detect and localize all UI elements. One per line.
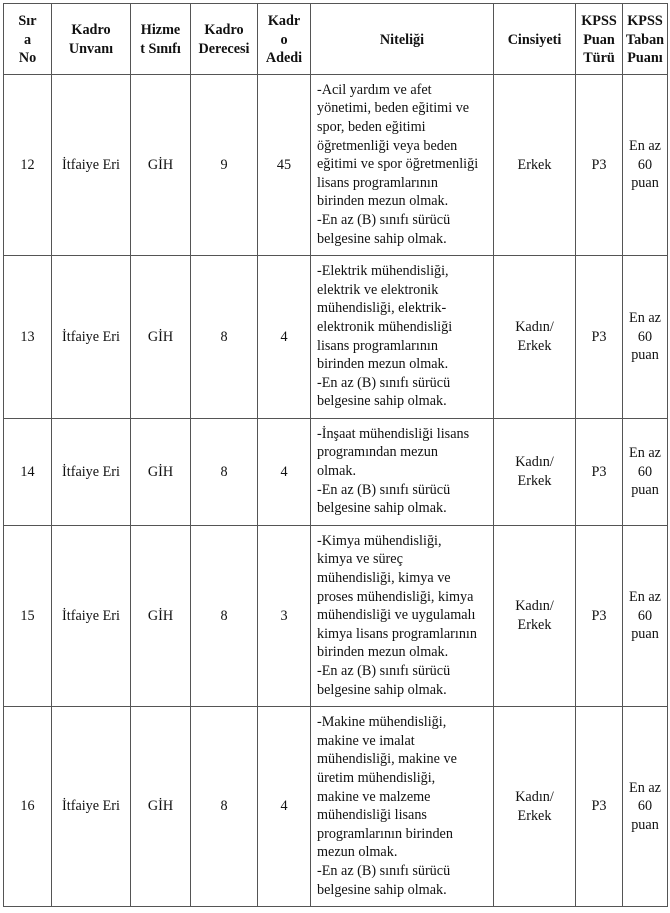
header-niteligi — [311, 4, 494, 75]
cell-hizmet-sinifi: GİH — [131, 418, 191, 525]
header-line: a — [23, 31, 32, 48]
cell-niteligi-line: belgesine sahip olmak. — [317, 500, 447, 517]
cell-niteligi-line: belgesine sahip olmak. — [317, 393, 447, 410]
cell-taban-puani — [623, 525, 668, 706]
cell-taban-puani-line: puan — [631, 626, 659, 643]
cell-niteligi — [311, 418, 494, 525]
cell-cinsiyeti — [494, 256, 576, 419]
header-kpss-taban-puani — [623, 4, 668, 75]
cell-niteligi-line: olmak. — [317, 463, 357, 480]
cell-kadro-derecesi: 9 — [191, 74, 258, 255]
header-line: o — [280, 31, 288, 48]
header-kadro-derecesi — [191, 4, 258, 75]
cell-cinsiyeti — [494, 74, 576, 255]
cell-cinsiyeti-line: Erkek — [517, 338, 552, 354]
cell-niteligi-line: programından mezun — [317, 444, 438, 461]
cell-niteligi-line: kimya ve süreç — [317, 551, 403, 568]
cell-cinsiyeti-line: Kadın/ — [515, 319, 554, 336]
cell-niteligi-line: mühendisliği, elektrik- — [317, 300, 447, 317]
cell-niteligi-line: -En az (B) sınıfı sürücü — [317, 211, 451, 228]
cell-taban-puani-line: puan — [631, 347, 659, 364]
header-line: Türü — [583, 50, 615, 67]
cell-sira-no: 16 — [4, 707, 52, 907]
header-line: Unvanı — [68, 40, 114, 57]
cell-kadro-adedi: 4 — [258, 707, 311, 907]
kadro-table — [3, 3, 668, 907]
cell-niteligi-line: elektronik mühendisliği — [317, 318, 453, 335]
header-line: Adedi — [265, 50, 303, 67]
cell-cinsiyeti-line: Kadın/ — [515, 598, 554, 615]
cell-niteligi-line: birinden mezun olmak. — [317, 193, 449, 210]
cell-puan-turu: P3 — [576, 418, 623, 525]
cell-niteligi-line: mühendisliği, makine ve — [317, 751, 457, 768]
cell-niteligi-line: spor, beden eğitimi — [317, 118, 426, 135]
cell-cinsiyeti — [494, 525, 576, 706]
table-row — [4, 525, 668, 706]
header-line: Puan — [583, 31, 615, 48]
cell-kadro-adedi: 3 — [258, 525, 311, 706]
cell-puan-turu: P3 — [576, 74, 623, 255]
header-kadro-adedi — [258, 4, 311, 75]
header-kadro-unvani — [52, 4, 131, 75]
cell-taban-puani-line: En az — [629, 310, 661, 327]
cell-niteligi-line: -İnşaat mühendisliği lisans — [317, 425, 470, 442]
cell-niteligi-line: makine ve malzeme — [317, 788, 431, 805]
header-sira-no — [4, 4, 52, 75]
cell-kadro-unvani: İtfaiye Eri — [52, 418, 131, 525]
cell-niteligi-line: kimya lisans programlarının — [317, 625, 477, 642]
cell-niteligi-line: -Kimya mühendisliği, — [317, 532, 442, 549]
header-kpss-puan-turu — [576, 4, 623, 75]
cell-niteligi — [311, 74, 494, 255]
header-line: Hizme — [140, 22, 181, 39]
header-line: KPSS — [627, 13, 663, 29]
cell-niteligi-line: belgesine sahip olmak. — [317, 230, 447, 247]
cell-taban-puani-line: En az — [629, 779, 661, 796]
table-row — [4, 707, 668, 907]
cell-kadro-derecesi: 8 — [191, 525, 258, 706]
cell-taban-puani-line: En az — [629, 138, 661, 155]
cell-cinsiyeti-line: Erkek — [517, 617, 552, 634]
header-line: Niteliği — [379, 31, 425, 48]
cell-kadro-unvani: İtfaiye Eri — [52, 525, 131, 706]
header-line: Kadro — [71, 22, 111, 39]
cell-taban-puani-line: 60 — [637, 328, 653, 345]
header-hizmet-sinifi — [131, 4, 191, 75]
cell-puan-turu: P3 — [576, 525, 623, 706]
cell-niteligi-line: yönetimi, beden eğitimi ve — [317, 100, 470, 117]
header-line: t Sınıfı — [140, 40, 181, 57]
cell-niteligi-line: mühendisliği, kimya ve — [317, 570, 451, 587]
header-line: Puanı — [627, 50, 663, 67]
header-row — [4, 4, 668, 75]
cell-taban-puani-line: 60 — [637, 607, 653, 624]
cell-kadro-adedi: 4 — [258, 418, 311, 525]
cell-niteligi-line: lisans programlarının — [317, 337, 438, 354]
cell-sira-no: 13 — [4, 256, 52, 419]
cell-niteligi-line: öğretmenliği veya beden — [317, 137, 458, 154]
table-row — [4, 74, 668, 255]
cell-niteligi — [311, 256, 494, 419]
cell-niteligi-line: -Elektrik mühendisliği, — [317, 263, 449, 280]
cell-niteligi-line: -En az (B) sınıfı sürücü — [317, 481, 451, 498]
cell-sira-no: 12 — [4, 74, 52, 255]
table-row — [4, 256, 668, 419]
table-row — [4, 418, 668, 525]
cell-niteligi-line: mühendisliği lisans — [317, 807, 427, 824]
cell-taban-puani — [623, 418, 668, 525]
cell-cinsiyeti-line: Erkek — [517, 472, 552, 489]
cell-niteligi-line: mezun olmak. — [317, 844, 398, 861]
cell-niteligi-line: programlarının birinden — [317, 825, 453, 842]
cell-niteligi-line: -En az (B) sınıfı sürücü — [317, 862, 451, 879]
header-line: Taban — [625, 31, 665, 48]
cell-taban-puani — [623, 74, 668, 255]
cell-taban-puani-line: 60 — [637, 156, 653, 173]
cell-taban-puani-line: En az — [629, 444, 661, 461]
cell-taban-puani-line: En az — [629, 589, 661, 606]
cell-niteligi-line: -En az (B) sınıfı sürücü — [317, 663, 451, 679]
header-line: KPSS — [581, 13, 617, 29]
header-cinsiyeti — [494, 4, 576, 75]
cell-niteligi-line: -Makine mühendisliği, — [317, 714, 447, 731]
cell-niteligi-line: birinden mezun olmak. — [317, 644, 449, 661]
cell-puan-turu: P3 — [576, 256, 623, 419]
cell-cinsiyeti-line: Erkek — [517, 807, 552, 824]
cell-kadro-unvani: İtfaiye Eri — [52, 256, 131, 419]
header-line: Derecesi — [198, 40, 250, 57]
cell-puan-turu: P3 — [576, 707, 623, 907]
cell-taban-puani-line: 60 — [637, 798, 653, 815]
cell-cinsiyeti — [494, 418, 576, 525]
cell-kadro-unvani: İtfaiye Eri — [52, 74, 131, 255]
cell-sira-no: 14 — [4, 418, 52, 525]
cell-niteligi-line: belgesine sahip olmak. — [317, 681, 447, 698]
cell-niteligi-line: proses mühendisliği, kimya — [317, 588, 474, 605]
cell-niteligi — [311, 525, 494, 706]
cell-hizmet-sinifi: GİH — [131, 707, 191, 907]
cell-sira-no: 15 — [4, 525, 52, 706]
cell-kadro-derecesi: 8 — [191, 256, 258, 419]
cell-taban-puani-line: puan — [631, 816, 659, 833]
cell-niteligi-line: eğitimi ve spor öğretmenliği — [317, 156, 479, 173]
header-line: Cinsiyeti — [507, 31, 562, 48]
cell-kadro-adedi: 4 — [258, 256, 311, 419]
header-line: Kadro — [204, 22, 244, 39]
cell-niteligi — [311, 707, 494, 907]
header-line: Kadr — [267, 13, 301, 29]
cell-niteligi-line: üretim mühendisliği, — [317, 769, 436, 786]
cell-niteligi-line: -Acil yardım ve afet — [317, 81, 432, 98]
cell-cinsiyeti-line: Kadın/ — [515, 454, 554, 471]
cell-hizmet-sinifi: GİH — [131, 256, 191, 419]
cell-niteligi-line: elektrik ve elektronik — [317, 281, 439, 298]
cell-niteligi-line: -En az (B) sınıfı sürücü — [317, 374, 451, 391]
cell-taban-puani-line: puan — [631, 175, 659, 192]
cell-kadro-derecesi: 8 — [191, 418, 258, 525]
cell-taban-puani — [623, 256, 668, 419]
cell-taban-puani-line: 60 — [637, 463, 653, 480]
cell-kadro-unvani: İtfaiye Eri — [52, 707, 131, 907]
header-line: No — [18, 50, 37, 67]
header-line: Sır — [18, 13, 37, 29]
cell-taban-puani-line: puan — [631, 482, 659, 499]
cell-cinsiyeti-line: Erkek — [517, 156, 552, 173]
cell-niteligi-line: mühendisliği ve uygulamalı — [317, 607, 476, 624]
cell-niteligi-line: belgesine sahip olmak. — [317, 881, 447, 898]
cell-niteligi-line: makine ve imalat — [317, 732, 415, 749]
cell-hizmet-sinifi: GİH — [131, 74, 191, 255]
cell-taban-puani — [623, 707, 668, 907]
cell-cinsiyeti — [494, 707, 576, 907]
cell-kadro-derecesi: 8 — [191, 707, 258, 907]
cell-kadro-adedi: 45 — [258, 74, 311, 255]
table-body — [4, 74, 668, 906]
cell-cinsiyeti-line: Kadın/ — [515, 789, 554, 806]
cell-hizmet-sinifi: GİH — [131, 525, 191, 706]
cell-niteligi-line: lisans programlarının — [317, 174, 438, 191]
cell-niteligi-line: birinden mezun olmak. — [317, 356, 449, 373]
